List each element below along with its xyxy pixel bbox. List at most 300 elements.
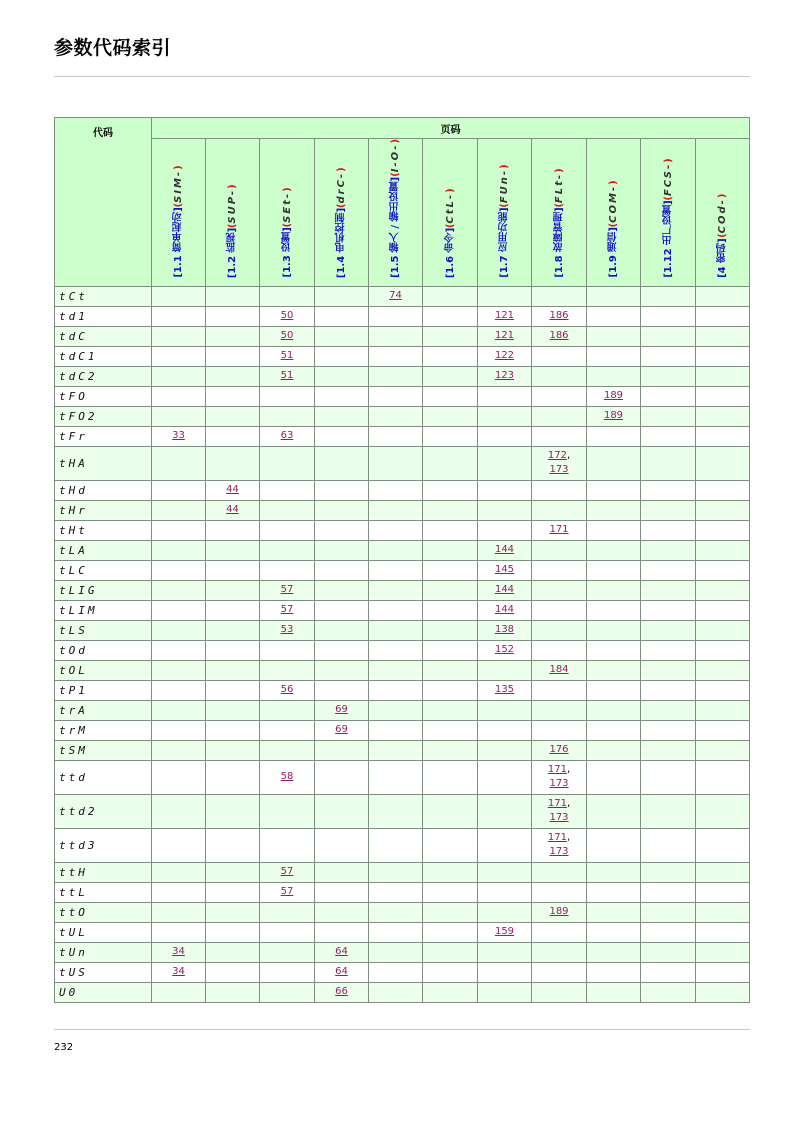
- page-cell: [641, 520, 696, 540]
- page-cell: [478, 794, 532, 828]
- page-cell: [696, 962, 750, 982]
- page-cell: [315, 760, 369, 794]
- page-link[interactable]: 51: [280, 350, 294, 362]
- page-cell: [152, 306, 206, 326]
- table-row: [55, 406, 750, 426]
- parameter-code: tHr: [55, 500, 152, 520]
- page-cell: [532, 386, 587, 406]
- page-cell: [206, 560, 260, 580]
- page-cell: [423, 700, 478, 720]
- menu-code: (CtL-): [444, 187, 456, 228]
- page-link[interactable]: 144: [494, 584, 515, 596]
- page-cell: [260, 640, 315, 660]
- menu-header-label-group: [227, 184, 238, 278]
- page-link[interactable]: 144: [494, 544, 515, 556]
- page-cell: [696, 520, 750, 540]
- page-cell: [260, 902, 315, 922]
- page-cell: [260, 942, 315, 962]
- page-cell: [532, 680, 587, 700]
- page-number: 232: [54, 1042, 74, 1053]
- page-cell: [478, 560, 532, 580]
- page-cell: [260, 882, 315, 902]
- table-row: [55, 760, 750, 794]
- menu-header-label-group: [499, 164, 510, 278]
- page-cell: [369, 882, 423, 902]
- parameter-code: tHt: [55, 520, 152, 540]
- page-cell: [423, 386, 478, 406]
- page-cell: [587, 446, 641, 480]
- page-cell: [641, 942, 696, 962]
- menu-header-label-group: [173, 165, 184, 278]
- page-cell: [532, 600, 587, 620]
- menu-column-header: [696, 139, 750, 287]
- page-cell: [423, 882, 478, 902]
- page-link[interactable]: 123: [494, 370, 515, 382]
- page-cell: [369, 828, 423, 862]
- menu-name: [1.7 应用功能]: [499, 207, 510, 278]
- page-link[interactable]: 64: [335, 966, 348, 978]
- page-cell: [315, 700, 369, 720]
- page-cell: [369, 922, 423, 942]
- page-cell: [260, 620, 315, 640]
- parameter-code: tOd: [55, 640, 152, 660]
- menu-code: (COM-): [608, 180, 619, 228]
- page-cell: [696, 446, 750, 480]
- table-row: [55, 326, 750, 346]
- page-cell: [696, 882, 750, 902]
- parameter-code: tUS: [55, 962, 152, 982]
- parameter-code: tdC: [55, 326, 152, 346]
- page-link[interactable]: 57: [280, 886, 294, 898]
- parameter-code: ttH: [55, 862, 152, 882]
- parameter-code: tUn: [55, 942, 152, 962]
- parameter-code: tFO2: [55, 406, 152, 426]
- page-cell: [260, 306, 315, 326]
- parameter-code: tLIG: [55, 580, 152, 600]
- page-cell: [532, 982, 587, 1002]
- table-row: [55, 828, 750, 862]
- page-cell: [423, 794, 478, 828]
- menu-name: [1.3 设置]: [281, 227, 293, 278]
- page-cell: [206, 540, 260, 560]
- page-cell: [315, 660, 369, 680]
- menu-column-header: [152, 139, 206, 287]
- page-cell: [478, 480, 532, 500]
- page-cell: [478, 660, 532, 680]
- page-cell: [478, 406, 532, 426]
- page-link[interactable]: 57: [280, 866, 294, 878]
- page-link[interactable]: 57: [280, 584, 294, 596]
- page-cell: [423, 760, 478, 794]
- table-row: [55, 620, 750, 640]
- table-row: [55, 580, 750, 600]
- page-cell: [532, 326, 587, 346]
- page-link[interactable]: 184: [549, 664, 569, 676]
- page-link[interactable]: 171: [549, 524, 569, 536]
- page-cell: [532, 560, 587, 580]
- menu-column-header: [369, 139, 423, 287]
- page-cell: [152, 366, 206, 386]
- page-cell: [696, 740, 750, 760]
- parameter-code: tHd: [55, 480, 152, 500]
- page-cell: [369, 500, 423, 520]
- page-cell: [206, 406, 260, 426]
- parameter-code: tLIM: [55, 600, 152, 620]
- page-link[interactable]: 159: [494, 926, 515, 938]
- page-link[interactable]: 152: [494, 644, 515, 656]
- page-link[interactable]: 171: [547, 764, 567, 776]
- page-cell: [260, 680, 315, 700]
- menu-name: [1.9 通信]: [608, 227, 619, 278]
- page-cell: [315, 962, 369, 982]
- page-cell: [423, 580, 478, 600]
- page-cell: [587, 828, 641, 862]
- page-cell: [152, 982, 206, 1002]
- menu-header-label-group: [717, 194, 728, 278]
- page-cell: [369, 700, 423, 720]
- page-cell: [587, 922, 641, 942]
- page-cell: [641, 640, 696, 660]
- page-cell: [423, 520, 478, 540]
- page-cell: [369, 600, 423, 620]
- page-link[interactable]: 69: [335, 724, 348, 736]
- page-cell: [587, 794, 641, 828]
- page-cell: [369, 306, 423, 326]
- page-cell: [696, 700, 750, 720]
- page-cell: [206, 828, 260, 862]
- page-cell: [532, 720, 587, 740]
- page-cell: [369, 346, 423, 366]
- page-link[interactable]: 176: [549, 744, 569, 756]
- page-link[interactable]: 186: [549, 330, 569, 342]
- page-cell: [206, 660, 260, 680]
- page-cell: [478, 500, 532, 520]
- page-cell: [152, 720, 206, 740]
- page-cell: [641, 426, 696, 446]
- page-cell: [423, 942, 478, 962]
- page-link[interactable]: 44: [226, 504, 239, 516]
- parameter-code: ttd3: [55, 828, 152, 862]
- page-cell: [587, 326, 641, 346]
- page-cell: [152, 794, 206, 828]
- page-link[interactable]: 189: [603, 390, 624, 402]
- page-cell: [532, 882, 587, 902]
- page-cell: [152, 480, 206, 500]
- page-cell: [696, 600, 750, 620]
- page-cell: [423, 540, 478, 560]
- parameter-code: tFO: [55, 386, 152, 406]
- page-link[interactable]: 69: [335, 704, 348, 716]
- page-link[interactable]: 53: [280, 624, 294, 636]
- page-cell: [641, 700, 696, 720]
- page-link[interactable]: 74: [389, 290, 402, 302]
- page-cell: [206, 480, 260, 500]
- parameter-code: td1: [55, 306, 152, 326]
- parameter-code: tCt: [55, 286, 152, 306]
- page-cell: [641, 540, 696, 560]
- page-cell: [587, 740, 641, 760]
- page-cell: [532, 620, 587, 640]
- page-cell: [260, 446, 315, 480]
- page-cell: [641, 882, 696, 902]
- page-cell: [206, 700, 260, 720]
- menu-code: (drC-): [336, 166, 347, 208]
- parameter-code: tLC: [55, 560, 152, 580]
- page-cell: [423, 680, 478, 700]
- page-link[interactable]: 173: [549, 464, 569, 476]
- parameter-code: tFr: [55, 426, 152, 446]
- page-link[interactable]: 50: [280, 310, 294, 322]
- page-link[interactable]: 144: [494, 604, 515, 616]
- page-cell: [641, 346, 696, 366]
- page-cell: [315, 580, 369, 600]
- page-cell: [206, 426, 260, 446]
- page-cell: [206, 720, 260, 740]
- menu-header-label-group: [663, 158, 674, 278]
- page-cell: [152, 740, 206, 760]
- menu-name: [1.8 故障管理]: [553, 207, 565, 278]
- page-cell: [260, 962, 315, 982]
- page-link[interactable]: 63: [280, 430, 294, 442]
- page-cell: [641, 600, 696, 620]
- page-cell: [369, 426, 423, 446]
- table-row: [55, 346, 750, 366]
- page-cell: 172, 173: [532, 446, 587, 480]
- page-link[interactable]: 186: [549, 310, 569, 322]
- menu-header-label-group: [336, 167, 347, 278]
- page-cell: [152, 700, 206, 720]
- parameter-code: ttO: [55, 902, 152, 922]
- page-cell: [696, 560, 750, 580]
- page-cell: [369, 740, 423, 760]
- page-cell: [423, 862, 478, 882]
- page-cell: [260, 426, 315, 446]
- page-link[interactable]: 51: [280, 370, 294, 382]
- page-cell: [369, 760, 423, 794]
- menu-name: [1.12 出厂设置]: [662, 200, 674, 278]
- table-row: [55, 640, 750, 660]
- page-link[interactable]: 64: [335, 946, 348, 958]
- page-cell: [478, 982, 532, 1002]
- page-cell: [206, 740, 260, 760]
- page-link[interactable]: 189: [549, 906, 569, 918]
- page-link[interactable]: 122: [494, 350, 515, 362]
- page-cell: [423, 828, 478, 862]
- menu-name: [4 密码]: [717, 238, 729, 278]
- page-cell: [587, 366, 641, 386]
- page-cell: [532, 306, 587, 326]
- page-cell: [478, 740, 532, 760]
- page-cell: [587, 500, 641, 520]
- page-cell: [478, 346, 532, 366]
- page-cell: [532, 346, 587, 366]
- menu-code: (SEt-): [281, 187, 293, 228]
- page-cell: [315, 406, 369, 426]
- menu-column-header: [206, 139, 260, 287]
- page-cell: [152, 828, 206, 862]
- page-cell: [260, 560, 315, 580]
- page-cell: [641, 720, 696, 740]
- page-link[interactable]: 56: [280, 684, 294, 696]
- page-cell: [260, 580, 315, 600]
- page-cell: [478, 540, 532, 560]
- page-link[interactable]: 135: [494, 684, 515, 696]
- page-link[interactable]: 173: [549, 846, 569, 858]
- page-cell: [478, 922, 532, 942]
- page-link[interactable]: 145: [494, 564, 515, 576]
- page-cell: [206, 620, 260, 640]
- page-cell: [423, 922, 478, 942]
- page-cell: [532, 922, 587, 942]
- menu-code: (FLt-): [553, 168, 565, 208]
- parameter-code: ttd: [55, 760, 152, 794]
- page-link[interactable]: 50: [280, 330, 294, 342]
- page-cell: [260, 700, 315, 720]
- page-cell: [696, 828, 750, 862]
- page-cell: [315, 640, 369, 660]
- page-cell: [587, 882, 641, 902]
- page-cell: [696, 680, 750, 700]
- page-link[interactable]: 189: [603, 410, 624, 422]
- page-cell: [532, 500, 587, 520]
- page-cell: [206, 982, 260, 1002]
- page-cell: [260, 326, 315, 346]
- page-cell: [696, 640, 750, 660]
- page-cell: [152, 286, 206, 306]
- page-link[interactable]: 34: [172, 966, 185, 978]
- page-cell: [696, 480, 750, 500]
- page-cell: [369, 286, 423, 306]
- page-link[interactable]: 34: [172, 946, 185, 958]
- page-link[interactable]: 57: [280, 604, 294, 616]
- page-link[interactable]: 171: [547, 798, 567, 810]
- page-link[interactable]: 171: [547, 832, 567, 844]
- menu-column-header: [315, 139, 369, 287]
- page-cell: [206, 962, 260, 982]
- page-cell: [260, 480, 315, 500]
- page-cell: [206, 286, 260, 306]
- page-cell: [260, 500, 315, 520]
- parameter-code: trA: [55, 700, 152, 720]
- page-cell: [423, 366, 478, 386]
- page-cell: [696, 386, 750, 406]
- page-cell: [152, 600, 206, 620]
- footer-divider: [54, 1029, 750, 1030]
- page-cell: [315, 902, 369, 922]
- page-cell: [478, 760, 532, 794]
- parameter-code: tdC1: [55, 346, 152, 366]
- page-cell: [315, 306, 369, 326]
- page-cell: [152, 346, 206, 366]
- page-cell: [478, 902, 532, 922]
- page-cell: [696, 326, 750, 346]
- page-cell: [641, 406, 696, 426]
- page-cell: [206, 366, 260, 386]
- menu-header-label-group: [445, 188, 456, 278]
- page-link[interactable]: 44: [226, 484, 239, 496]
- page-cell: [696, 620, 750, 640]
- page-cell: [478, 306, 532, 326]
- page-cell: [587, 862, 641, 882]
- page-cell: [587, 580, 641, 600]
- page-link[interactable]: 172: [547, 450, 567, 462]
- page-cell: [587, 660, 641, 680]
- menu-code: (SIM-): [173, 165, 184, 208]
- table-row: [55, 520, 750, 540]
- menu-column-header: [587, 139, 641, 287]
- page-link[interactable]: 58: [280, 771, 294, 783]
- page-cell: [369, 862, 423, 882]
- page-cell: [152, 520, 206, 540]
- page-link[interactable]: 121: [494, 330, 515, 342]
- page-cell: [696, 406, 750, 426]
- page-cell: [641, 922, 696, 942]
- page-link[interactable]: 138: [494, 624, 515, 636]
- page-cell: [587, 406, 641, 426]
- table-row: [55, 700, 750, 720]
- page-cell: [532, 902, 587, 922]
- page-cell: [478, 600, 532, 620]
- page-cell: [587, 962, 641, 982]
- page-cell: [206, 902, 260, 922]
- page-link[interactable]: 33: [172, 430, 185, 442]
- page-cell: [152, 640, 206, 660]
- page-cell: [696, 862, 750, 882]
- table-row: [55, 942, 750, 962]
- menu-column-header: [260, 139, 315, 287]
- page-cell: [369, 660, 423, 680]
- parameter-code: ttd2: [55, 794, 152, 828]
- page-cell: [206, 326, 260, 346]
- page-cell: [423, 426, 478, 446]
- page-cell: [260, 828, 315, 862]
- page-cell: [587, 720, 641, 740]
- page-link[interactable]: 173: [549, 778, 569, 790]
- page-cell: [315, 828, 369, 862]
- parameter-code: tLS: [55, 620, 152, 640]
- parameter-code: tSM: [55, 740, 152, 760]
- page-cell: [423, 660, 478, 680]
- page-cell: [315, 520, 369, 540]
- page-cell: [260, 286, 315, 306]
- page-link[interactable]: 121: [494, 310, 515, 322]
- page-cell: [587, 620, 641, 640]
- table-row: [55, 560, 750, 580]
- page-link[interactable]: 66: [335, 986, 348, 998]
- page-cell: [260, 520, 315, 540]
- page-cell: [478, 700, 532, 720]
- page-cell: [369, 962, 423, 982]
- page-cell: [206, 500, 260, 520]
- page-cell: [260, 600, 315, 620]
- page-cell: [260, 740, 315, 760]
- page-cell: [315, 794, 369, 828]
- page-cell: [641, 794, 696, 828]
- page-cell: [532, 640, 587, 660]
- page-cell: [478, 286, 532, 306]
- table-row: [55, 680, 750, 700]
- page-cell: [152, 882, 206, 902]
- page-cell: [696, 720, 750, 740]
- page-cell: [478, 620, 532, 640]
- table-row: [55, 882, 750, 902]
- page-link[interactable]: 173: [549, 812, 569, 824]
- menu-code: (FCS-): [662, 158, 674, 201]
- page-cell: 171, 173: [532, 794, 587, 828]
- page-cell: [532, 660, 587, 680]
- page-cell: [532, 426, 587, 446]
- page-cell: [478, 326, 532, 346]
